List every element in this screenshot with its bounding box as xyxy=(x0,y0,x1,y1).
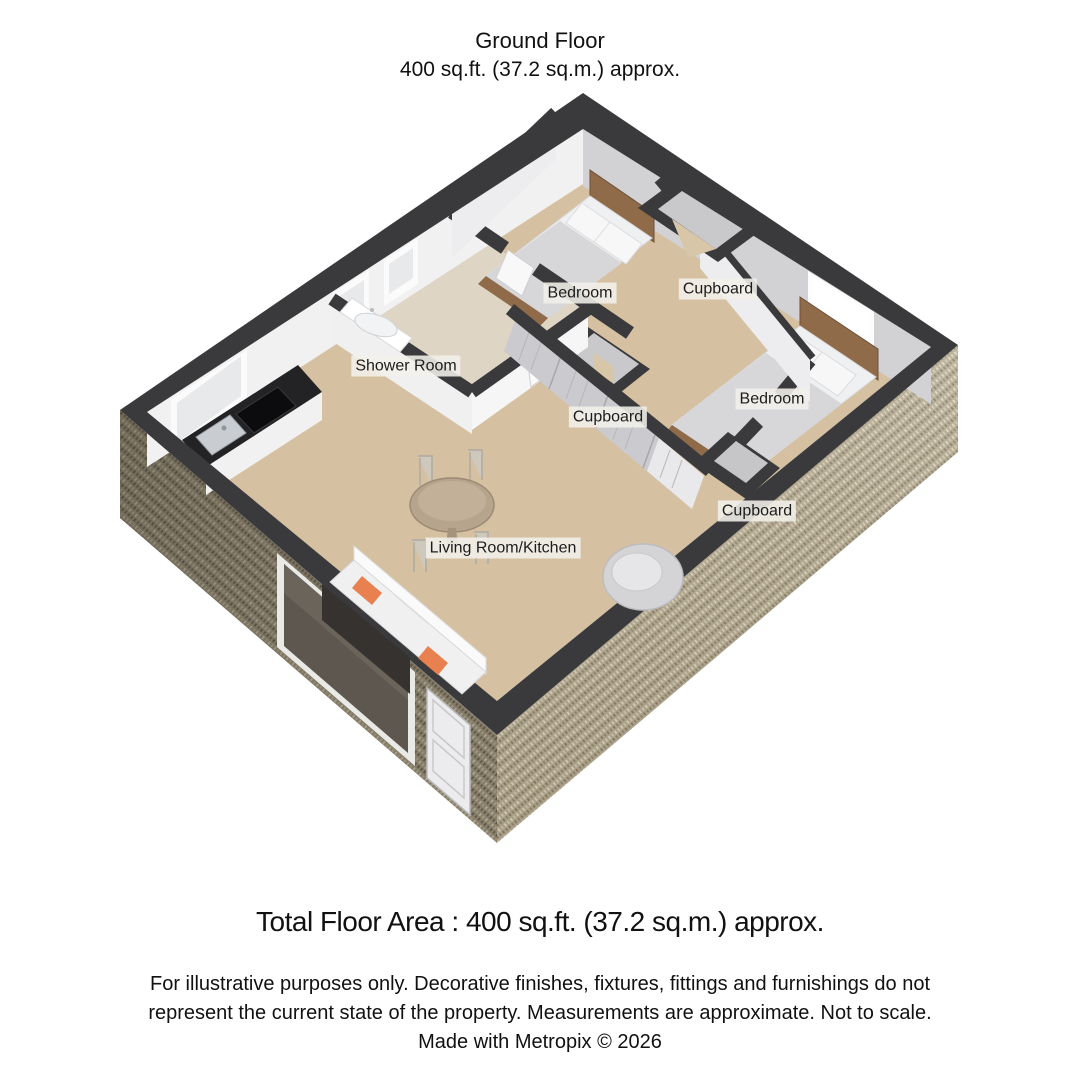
room-label: Cupboard xyxy=(569,407,647,428)
disclaimer-line-1: For illustrative purposes only. Decorative finishes, fixtures, fittings and furnishings do not xyxy=(150,973,930,995)
disclaimer-line-2: represent the current state of the property. Measurements are approximate. Not to scale. xyxy=(148,1002,932,1024)
total-floor-area: Total Floor Area : 400 sq.ft. (37.2 sq.m.) approx. xyxy=(256,906,824,937)
room-label: Shower Room xyxy=(351,356,460,377)
room-label: Bedroom xyxy=(544,283,617,304)
room-label: Cupboard xyxy=(718,501,796,522)
made-with-credit: Made with Metropix © 2026 xyxy=(418,1031,662,1053)
page-title: Ground Floor xyxy=(475,28,605,53)
room-label: Bedroom xyxy=(736,389,809,410)
room-label: Cupboard xyxy=(679,279,757,300)
room-label: Living Room/Kitchen xyxy=(426,538,581,559)
armchair xyxy=(603,544,683,610)
page-subtitle: 400 sq.ft. (37.2 sq.m.) approx. xyxy=(399,58,681,81)
